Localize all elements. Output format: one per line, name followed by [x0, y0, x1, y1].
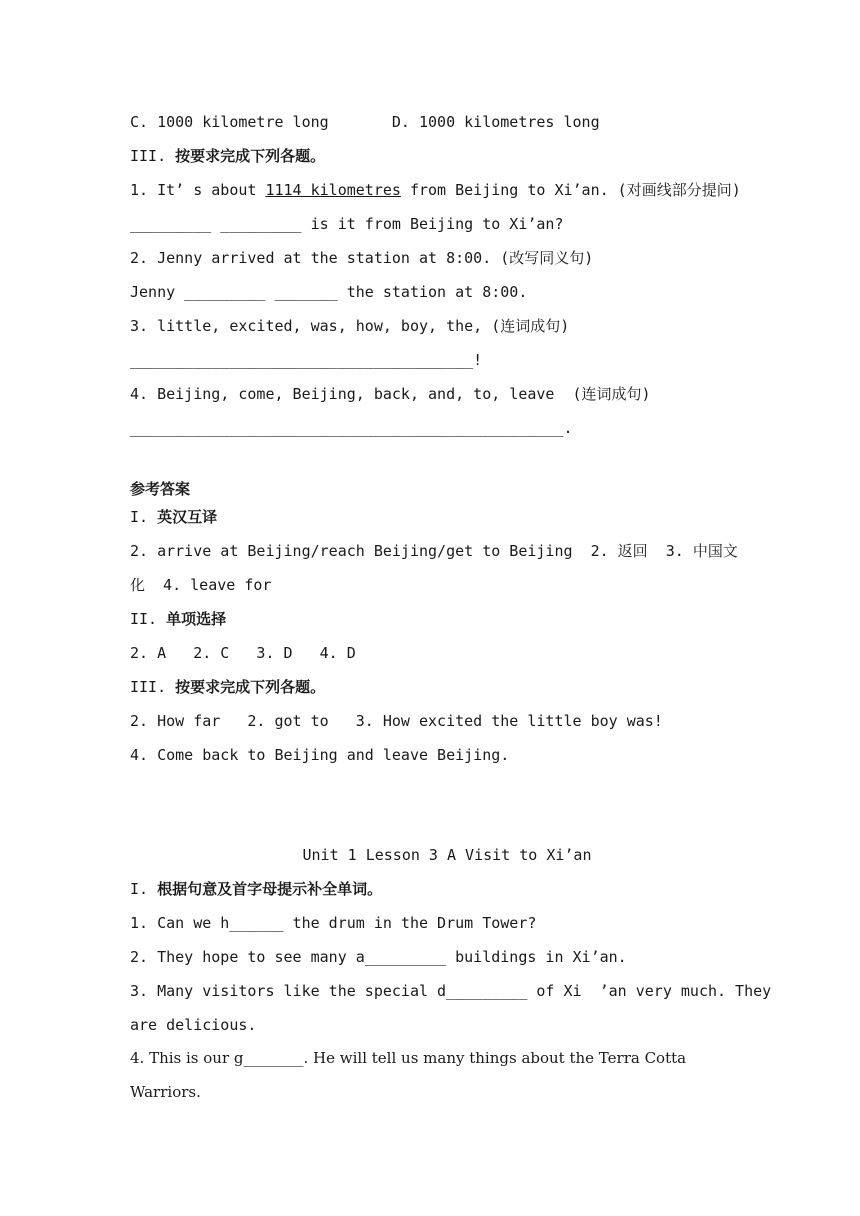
lesson-3-question-4-line-1: 4. This is our g________. He will tell us many things about the Terra Cotta	[130, 1049, 687, 1067]
answers-section-3-title: 按要求完成下列各题。	[175, 678, 326, 696]
answers-section-2-line: 2. A 2. C 3. D 4. D	[130, 644, 356, 662]
answers-section-2-heading	[130, 609, 226, 629]
answers-section-1-line-1: 2. arrive at Beijing/reach Beijing/get to Beijing 2. 返回 3. 中国文	[130, 542, 738, 560]
answers-section-1-number: I.	[130, 508, 158, 526]
lesson-3-question-3-line-2: are delicious.	[130, 1016, 257, 1034]
question-4-answer-line: ________________________________________________.	[130, 419, 573, 437]
answers-section-2-title: 单项选择	[166, 610, 227, 628]
lesson-3-section-1-heading	[130, 879, 382, 899]
question-1-answer-line: _________ _________ is it from Beijing to Xi’an?	[130, 215, 564, 233]
question-1-suffix: from Beijing to Xi’an. (对画线部分提问)	[400, 181, 741, 199]
question-2-answer-line: Jenny _________ _______ the station at 8:00.	[130, 283, 528, 301]
lesson-3-title: Unit 1 Lesson 3 A Visit to Xi’an	[302, 846, 592, 864]
lesson-3-question-3-line-1: 3. Many visitors like the special d_________ of Xi ’an very much. They	[130, 982, 772, 1000]
question-3: 3. little, excited, was, how, boy, the, (连词成句)	[130, 317, 570, 335]
section-3-title: 按要求完成下列各题。	[175, 147, 326, 165]
lesson-3-section-1-number: I.	[130, 880, 158, 898]
question-1	[130, 180, 741, 200]
question-1-underlined: 1114 kilometres	[265, 181, 401, 199]
answers-section-3-line-1: 2. How far 2. got to 3. How excited the little boy was!	[130, 712, 663, 730]
section-3-heading	[130, 146, 325, 166]
lesson-3-question-1: 1. Can we h______ the drum in the Drum Tower?	[130, 914, 537, 932]
options-c-d: C. 1000 kilometre long D. 1000 kilometres long	[130, 113, 600, 131]
section-3-number: III.	[130, 147, 176, 165]
answers-section-1-line-2: 化 4. leave for	[130, 576, 272, 594]
question-3-answer-line: ______________________________________!	[130, 351, 483, 369]
answers-heading: 参考答案	[130, 480, 191, 498]
lesson-3-question-2: 2. They hope to see many a_________ buildings in Xi’an.	[130, 948, 627, 966]
answers-section-3-number: III.	[130, 678, 176, 696]
lesson-3-section-1-title: 根据句意及首字母提示补全单词。	[157, 880, 383, 898]
answers-section-1-heading	[130, 507, 217, 527]
answers-section-2-number: II.	[130, 610, 167, 628]
answers-section-1-title: 英汉互译	[157, 508, 218, 526]
lesson-3-question-4-line-2: Warriors.	[130, 1083, 201, 1101]
question-4: 4. Beijing, come, Beijing, back, and, to, leave (连词成句)	[130, 385, 651, 403]
question-1-prefix: 1. It’ s about	[130, 181, 266, 199]
question-2: 2. Jenny arrived at the station at 8:00. (改写同义句)	[130, 249, 594, 267]
answers-section-3-heading	[130, 677, 325, 697]
answers-section-3-line-2: 4. Come back to Beijing and leave Beijing.	[130, 746, 510, 764]
